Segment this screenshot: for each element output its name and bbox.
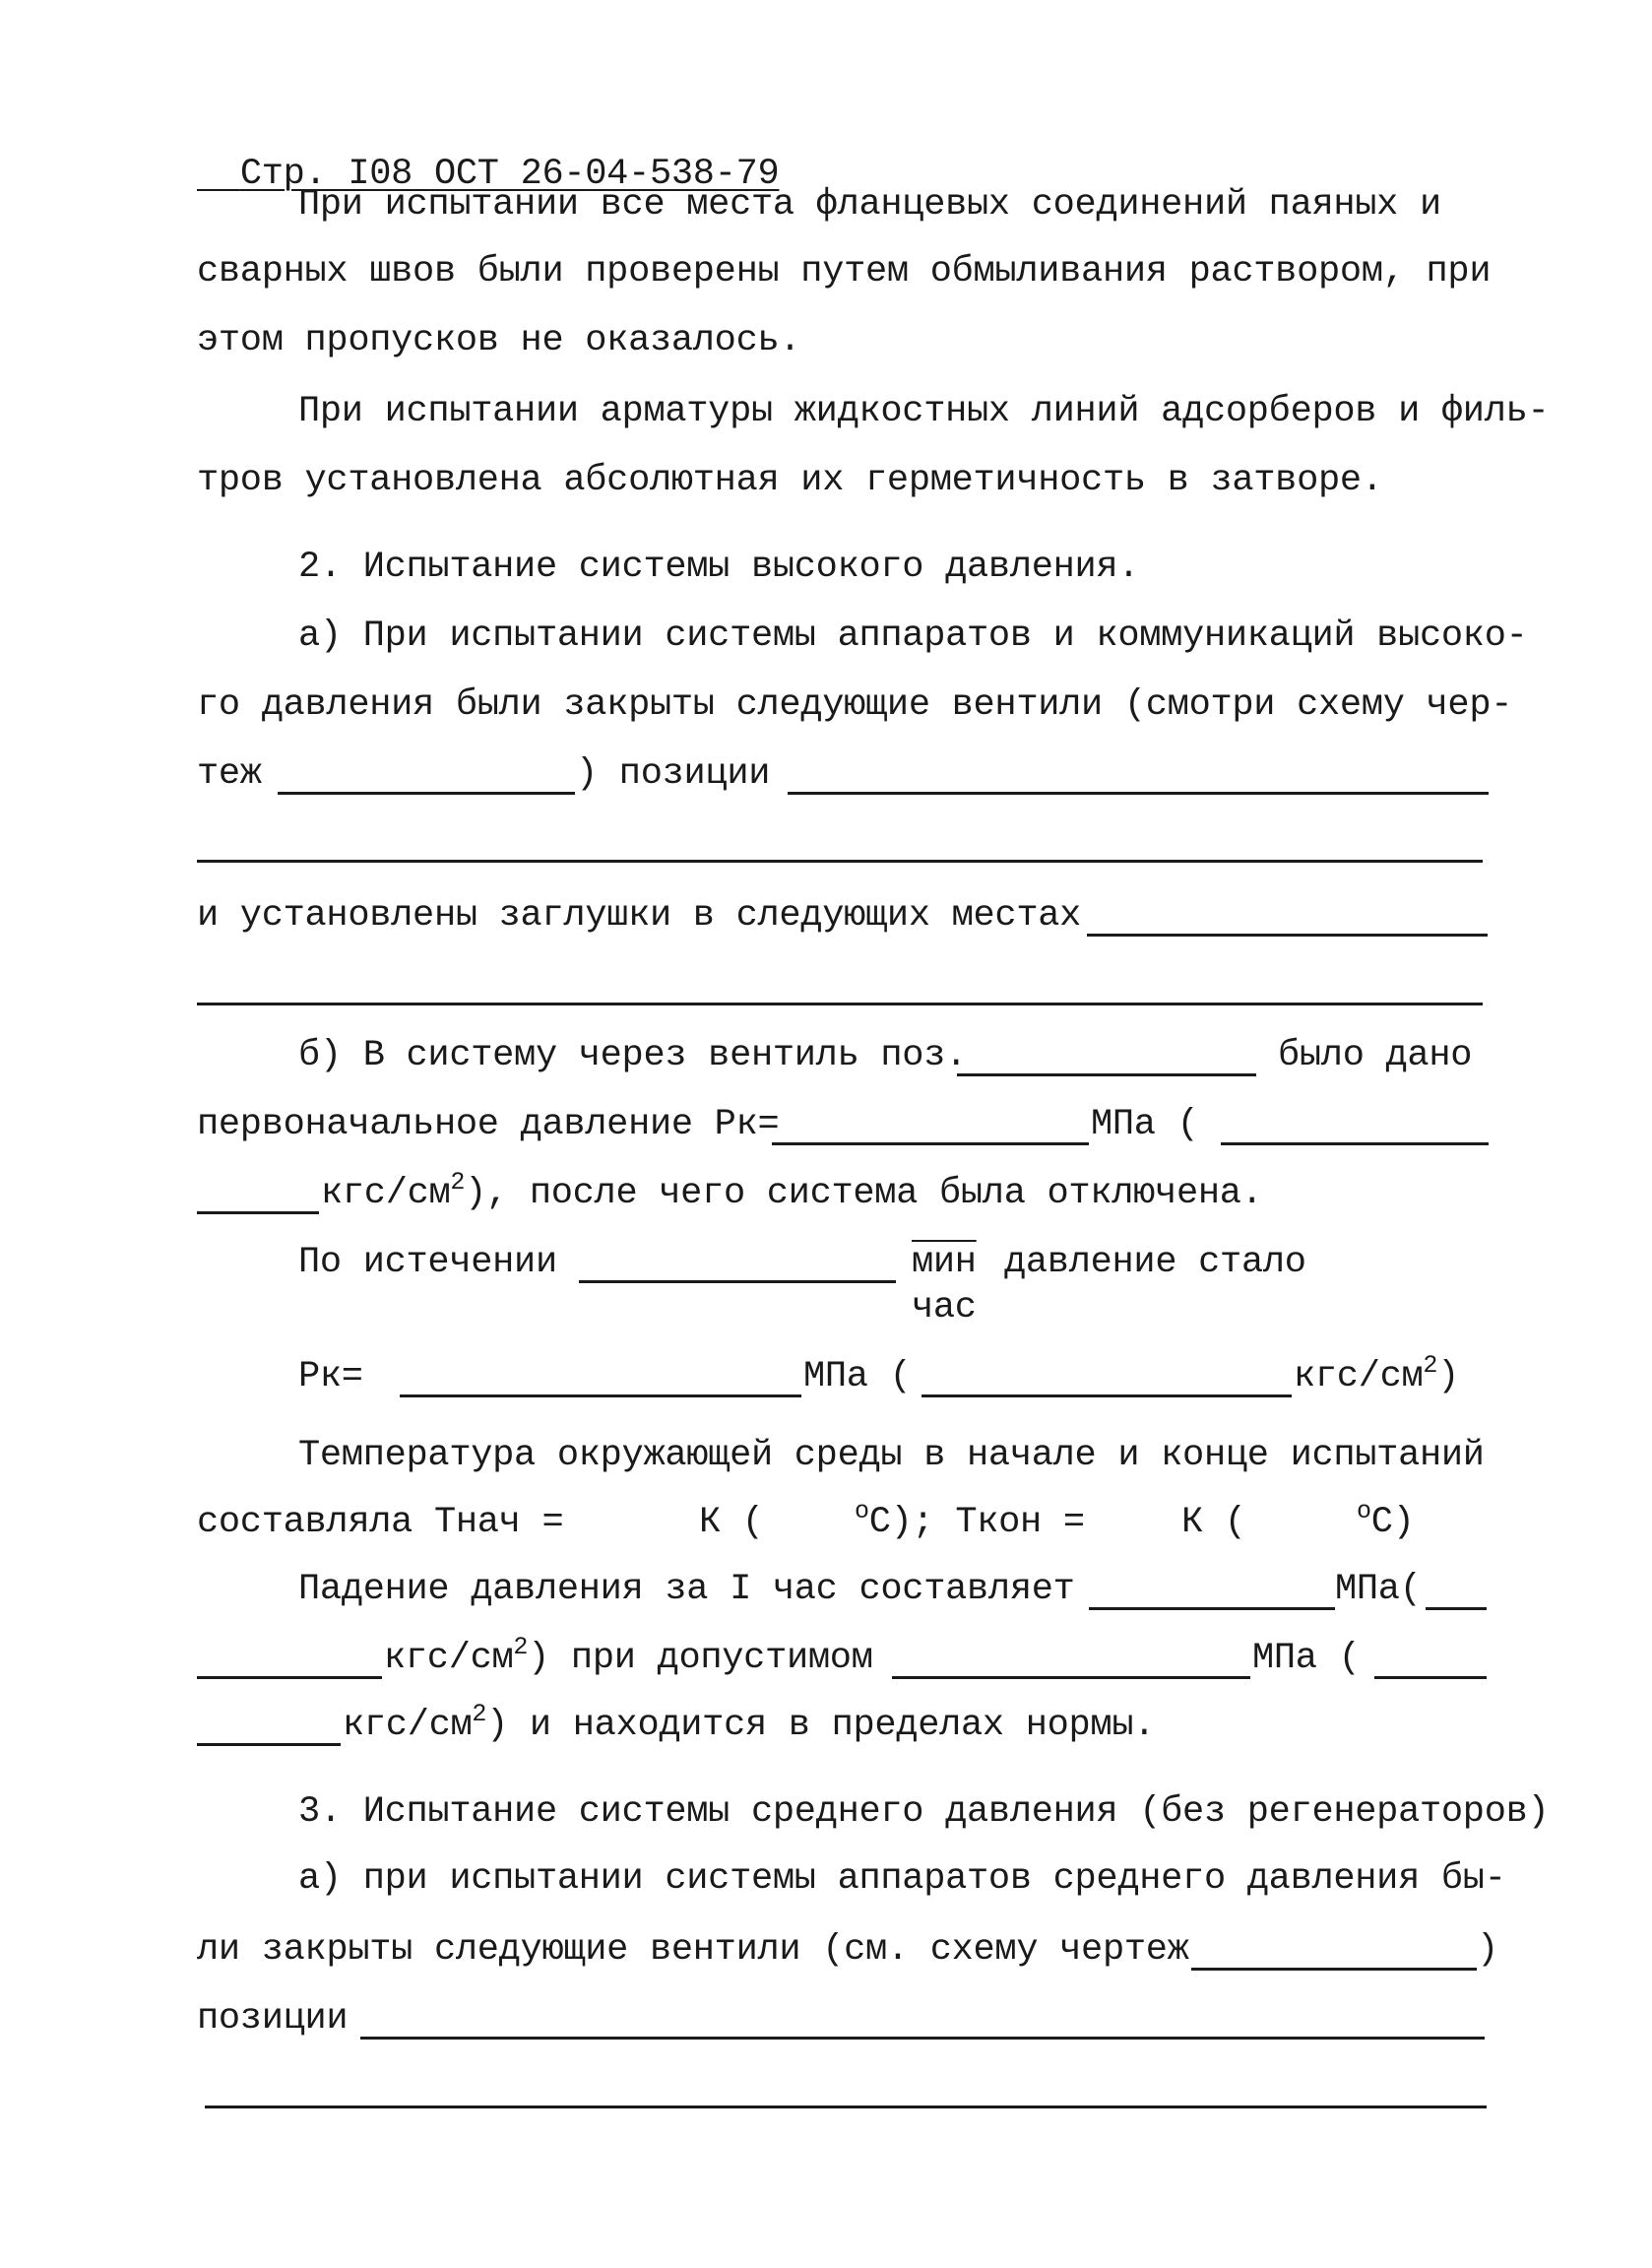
pressure-drop-mpa-field[interactable] (1089, 1607, 1335, 1610)
minutes-unit: мин (912, 1242, 977, 1283)
section-2b-line-1-end: было дано (1278, 1035, 1473, 1076)
plugs-locations-field-continued[interactable] (197, 1003, 1483, 1005)
plugs-line: и установлены заглушки в следующих местах (197, 895, 1082, 937)
temperature-end-kelvin: К ( (1181, 1502, 1246, 1543)
allowed-drop-mpa-field[interactable] (892, 1676, 1250, 1679)
initial-pressure-mpa-field[interactable] (772, 1142, 1089, 1145)
temperature-line-1: Температура окружающей среды в начале и конце испытаний (298, 1435, 1485, 1476)
pressure-drop-kgf-unit: кгс/$см^2$) при допустимом (384, 1633, 873, 1679)
allowed-drop-kgf-field-continued[interactable] (197, 1743, 341, 1746)
section-2a-line-1: а) При испытании системы аппаратов и коммуникаций высоко- (298, 616, 1528, 657)
valve-positions-field-continued[interactable] (197, 860, 1483, 863)
pressure-drop-kgf-field-continued[interactable] (197, 1676, 382, 1679)
section-2a-line-3-start: теж (197, 753, 262, 795)
page-header (197, 120, 779, 193)
final-pressure-label: Рк= (298, 1356, 363, 1397)
hours-unit: час (912, 1287, 977, 1328)
final-pressure-kgf-unit: кгс/$см^2$) (1294, 1351, 1460, 1397)
valve-position-field[interactable] (957, 1073, 1256, 1076)
drawing-number-field[interactable] (278, 792, 575, 795)
initial-pressure-kgf-field[interactable] (1221, 1142, 1489, 1145)
section-2a-line-3-end: ) позиции (576, 753, 771, 795)
standard-number: ОСТ 26-04-538-79 (433, 154, 780, 195)
paragraph-1-line-3: этом пропусков не оказалось. (197, 320, 801, 361)
pressure-became-text: давление стало (1004, 1242, 1306, 1283)
section-2a-line-2: го давления были закрыты следующие вентили (смотри схему чер- (197, 684, 1513, 726)
section-3a-line-2-end: ) (1477, 1929, 1498, 1971)
initial-pressure-kgf-field-continued[interactable] (197, 1211, 319, 1214)
temperature-start-label: составляла Тнач = (197, 1502, 564, 1543)
initial-pressure-kgf-unit: кгс/$см^2$), после чего система была отключена. (321, 1168, 1263, 1214)
initial-pressure-mpa-unit: МПа ( (1091, 1104, 1199, 1145)
page-number: Стр. I08 (239, 154, 413, 195)
valve-positions-field[interactable] (788, 792, 1489, 795)
final-pressure-mpa-unit: МПа ( (803, 1356, 912, 1397)
allowed-drop-kgf-field[interactable] (1374, 1676, 1487, 1679)
final-pressure-mpa-field[interactable] (400, 1394, 801, 1397)
pressure-drop-label: Падение давления за I час составляет (298, 1569, 1075, 1610)
paragraph-1-line-2: сварных швов были проверены путем обмыливания раствором, при (197, 251, 1492, 292)
initial-pressure-label: первоначальное давление Рк= (197, 1104, 780, 1145)
pressure-drop-kgf-field[interactable] (1426, 1607, 1487, 1610)
section-2b-line-1-start: б) В систему через вентиль поз. (298, 1035, 968, 1076)
elapsed-time-field[interactable] (579, 1280, 896, 1283)
final-pressure-kgf-field[interactable] (921, 1394, 1292, 1397)
paragraph-2-line-2: тров установлена абсолютная их герметичность в затворе. (197, 460, 1383, 501)
pressure-drop-mpa-unit: МПа( (1335, 1569, 1422, 1610)
section-2-title: 2. Испытание системы высокого давления. (298, 547, 1140, 588)
section-3-valve-positions-field-continued[interactable] (205, 2106, 1487, 2108)
temperature-start-celsius: $^o$С); Ткон = (855, 1497, 1085, 1543)
paragraph-2-line-1: При испытании арматуры жидкостных линий адсорберов и филь- (298, 391, 1550, 432)
allowed-drop-kgf-unit: кгс/$см^2$) и находится в пределах нормы. (343, 1700, 1156, 1746)
section-3-valve-positions-field[interactable] (360, 2037, 1485, 2040)
elapsed-time-label: По истечении (298, 1242, 557, 1283)
section-3-drawing-number-field[interactable] (1191, 1968, 1477, 1971)
plugs-locations-field[interactable] (1087, 934, 1488, 937)
allowed-drop-mpa-unit: МПа ( (1252, 1638, 1361, 1679)
section-3a-line-2: ли закрыты следующие вентили (см. схему чертеж (197, 1929, 1189, 1971)
temperature-start-kelvin: К ( (699, 1502, 764, 1543)
section-3a-line-1: а) при испытании системы аппаратов среднего давления бы- (298, 1858, 1506, 1900)
section-3a-positions-label: позиции (197, 1998, 349, 2040)
paragraph-1-line-1: При испытании все места фланцевых соединений паяных и (298, 184, 1441, 226)
temperature-end-celsius: $^o$С) (1357, 1497, 1415, 1543)
section-3-title: 3. Испытание системы среднего давления (без регенераторов) (298, 1791, 1550, 1833)
